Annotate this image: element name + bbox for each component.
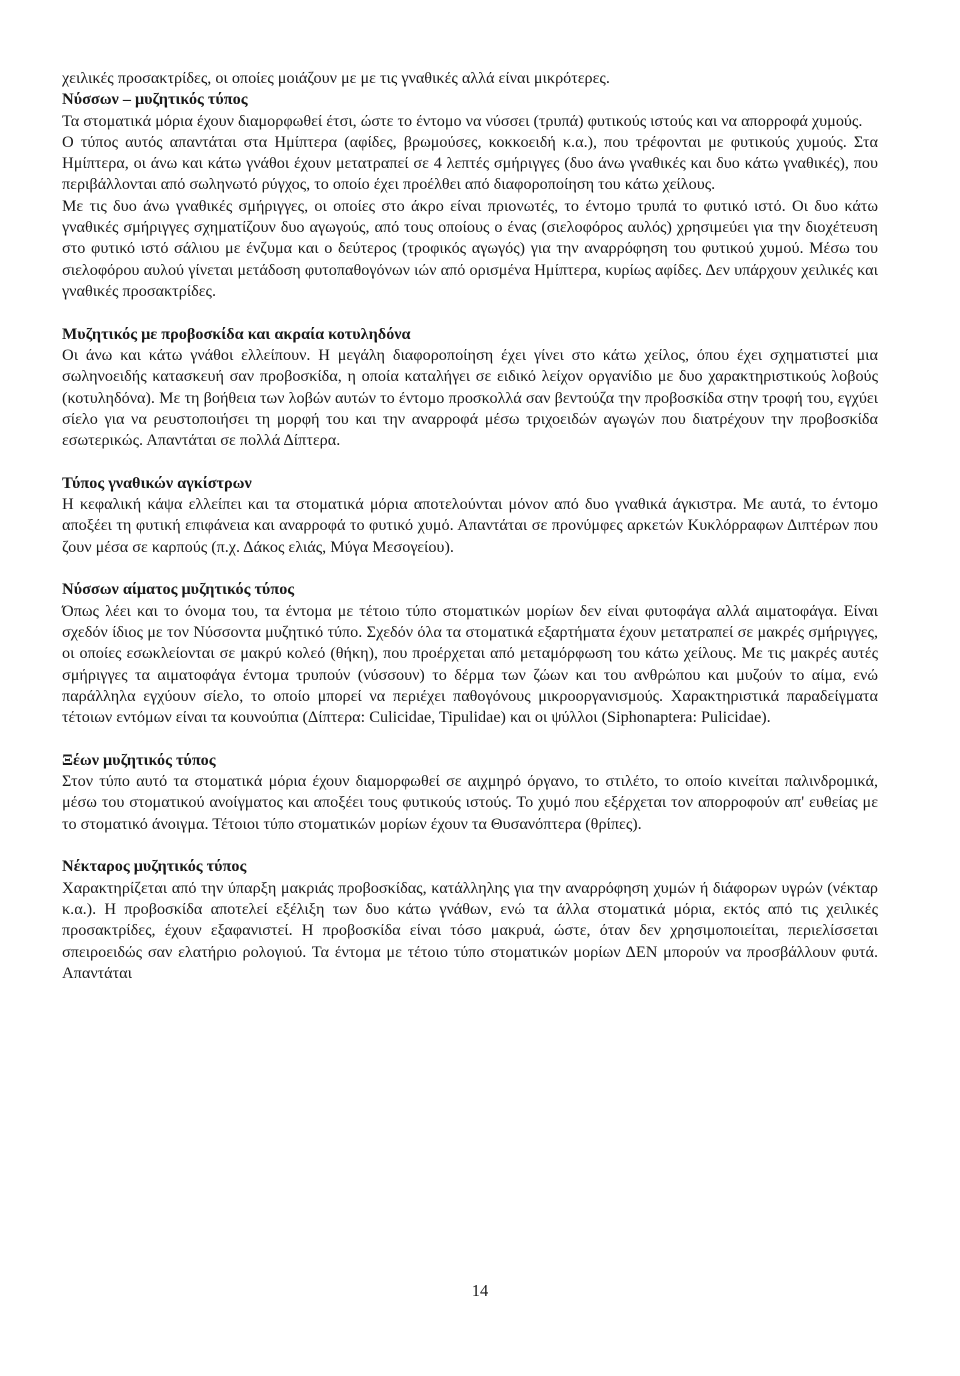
section-rasping-sucking bbox=[62, 750, 878, 835]
paragraph: Ο τύπος αυτός απαντάται στα Ημίπτερα (αφίδες, βρωμούσες, κοκκοειδή κ.α.), που τρέφονται με φυτικούς χυμούς. Στα Ημίπτερα, οι άνω και κάτω γνάθοι έχουν μετατραπεί σε 4 λεπτές σμήριγγες (δυο άνω γναθικές και δυο κάτω γναθικές), που περιβάλλονται από σωληνωτό ρύγχος, το οποίο έχει προέλθει από διαφοροποίηση του κάτω χείλους. bbox=[62, 132, 878, 194]
intro-text: χειλικές προσακτρίδες, οι οποίες μοιάζουν με με τις γναθικές αλλά είναι μικρότερες. bbox=[62, 69, 610, 87]
paragraph: Τα στοματικά μόρια έχουν διαμορφωθεί έτσι, ώστε το έντομο να νύσσει (τρυπά) φυτικούς ιστούς και να απορροφά χυμούς. bbox=[62, 111, 863, 130]
paragraph: Στον τύπο αυτό τα στοματικά μόρια έχουν διαμορφωθεί σε αιχμηρό όργανο, το στιλέτο, το οποίο κινείται παλινδρομικά, μέσω του στοματικού ανοίγματος και αποξέει τους φυτικούς ιστούς. Το χυμό που εξέρχεται τον απορροφούν απ' ευθείας με το στοματικό άνοιγμα. Τέτοιοι τύπο στοματικών μορίων έχουν τα Θυσανόπτερα (θρίπες). bbox=[62, 772, 878, 833]
paragraph: Με τις δυο άνω γναθικές σμήριγγες, οι οποίες στο άκρο είναι πριονωτές, το έντομο τρυπά το φυτικό ιστό. Οι δυο κάτω γναθικές σμήριγγες σχηματίζουν δυο αγωγούς, από τους οποίους ο ένας (σιελοφόρος αυλός) χρησιμεύει για την διοχέτευση στο φυτικό ιστό σάλιου με ένζυμα και ο δεύτερος (τροφικός αγωγός) για την αναρρόφηση του φυτικού χυμού. Μέσω του σιελοφόρου αυλού γίνεται μετάδοση φυτοπαθογόνων ιών από ορισμένα Ημίπτερα, κυρίως αφίδες. Δεν υπάρχουν χειλικές και γναθικές προσακτρίδες. bbox=[62, 196, 878, 300]
section-blood-piercing bbox=[62, 579, 878, 728]
section-heading: Τύπος γναθικών αγκίστρων bbox=[62, 473, 252, 492]
section-heading: Νύσσων – μυζητικός τύπος bbox=[62, 90, 248, 109]
paragraph: Χαρακτηρίζεται από την ύπαρξη μακριάς προβοσκίδας, κατάλληλης για την αναρρόφηση χυμών ή διάφορων υγρών (νέκταρ κ.α.). Η προβοσκίδα αποτελεί εξέλιξη των δυο κάτω γνάθων, ενώ τα άλλα στοματικά μόρια, εκτός από τις χειλικές προσακτρίδες, έχουν εξαφανιστεί. Η προβοσκίδα είναι τόσο μακρυά, ώστε, όταν δεν χρησιμοποιείται, περιελίσσεται σπειροειδώς σαν ελατήριο ρολογιού. Τα έντομα με τέτοιο τύπο στοματικών μορίων ΔΕΝ μπορούν να προσβάλλουν φυτά. Απαντάται bbox=[62, 878, 878, 982]
paragraph: Η κεφαλική κάψα ελλείπει και τα στοματικά μόρια αποτελούνται μόνον από δυο γναθικά άγκιστρα. Με αυτά, το έντομο αποξέει τη φυτική επιφάνεια και αναρροφά το φυτικό χυμό. Απαντάται σε προνύμφες αρκετών Κυκλόρραφων Διπτέρων που ζουν μέσα σε καρπούς (π.χ. Δάκος ελιάς, Μύγα Μεσογείου). bbox=[62, 495, 878, 556]
section-heading: Ξέων μυζητικός τύπος bbox=[62, 750, 216, 769]
section-sponging bbox=[62, 324, 878, 452]
section-heading: Νύσσων αίματος μυζητικός τύπος bbox=[62, 580, 295, 599]
document-page bbox=[62, 68, 878, 984]
section-mouth-hooks bbox=[62, 473, 878, 558]
paragraph: Οι άνω και κάτω γνάθοι ελλείπουν. Η μεγάλη διαφοροποίηση έχει γίνει στο κάτω χείλος, όπου έχει σχηματιστεί μια σωληνοειδής κατασκευή σαν προβοσκίδα, η οποία καταλήγει σε ειδικό λείχον οργανίδιο με δυο χαρακτηριστικούς λοβούς (κοτυληδόνα). Με τη βοήθεια των λοβών αυτών το έντομο προσκολλά σαν βεντούζα την προβοσκίδα στην τροφή του, εγχύει σίελο για να ρευστοποιήσει τη μορφή του και την αναρροφά μέσω τριχοειδών αγωγών που διατρέχουν την προβοσκίδα εσωτερικώς. Απαντάται σε πολλά Δίπτερα. bbox=[62, 345, 878, 450]
paragraph: Όπως λέει και το όνομα του, τα έντομα με τέτοιο τύπο στοματικών μορίων δεν είναι φυτοφάγα αλλά αιματοφάγα. Είναι σχεδόν ίδιος με τον Νύσσοντα μυζητικό τύπο. Σχεδόν όλα τα στοματικά εξαρτήματα έχουν μετατραπεί σε μακρές σμήριγγες, οι οποίες εσωκλείονται σε μακρύ κολεό (θήκη), που προέρχεται από μεταμόρφωση του κάτω χείλους. Με τις μακρές αυτές σμήριγγες τα αιματοφάγα έντομα τρυπούν (νύσσουν) το δέρμα των ζώων και του ανθρώπου και μυζούν το αίμα, ενώ παράλληλα εγχύουν σίελο, το οποίο μπορεί να περιέχει παθογόνους μικροοργανισμούς. Χαρακτηριστικά παραδείγματα τέτοιων εντόμων είναι τα κουνούπια (Δίπτερα: Culicidae, Tipulidae) και οι ψύλλοι (Siphonaptera: Pulicidae). bbox=[62, 601, 878, 727]
section-siphoning bbox=[62, 856, 878, 984]
section-heading: Νέκταρος μυζητικός τύπος bbox=[62, 857, 247, 876]
section-heading: Μυζητικός με προβοσκίδα και ακραία κοτυληδόνα bbox=[62, 324, 411, 343]
page-number: 14 bbox=[471, 1281, 489, 1300]
section-piercing-sucking bbox=[62, 89, 878, 302]
